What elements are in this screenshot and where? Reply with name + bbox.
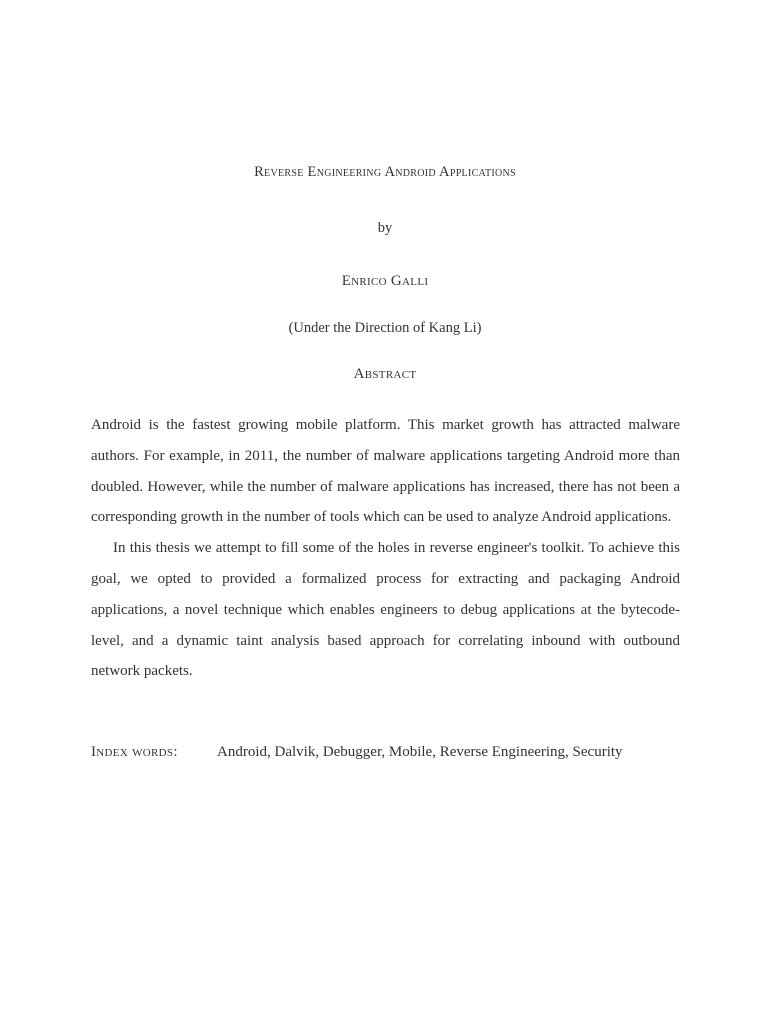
- index-words: [91, 744, 711, 761]
- abstract-paragraph-2: In this thesis we attempt to fill some of the holes in reverse engineer's toolkit. To achieve this goal, we opted to provided a formalized process for extracting and packaging Android applications, a novel technique which enables engineers to debug applications at the bytecode-level, and a dynamic taint analysis based approach for correlating inbound with outbound network packets.: [91, 540, 680, 680]
- by-line: by: [377, 220, 393, 236]
- abstract-paragraph-1: Android is the fastest growing mobile platform. This market growth has attracted malware authors. For example, in 2011, the number of malware applications targeting Android more than doubled. However, while the number of malware applications has increased, there has not been a corresponding growth in the number of tools which can be used to analyze Android applications.: [91, 417, 680, 526]
- index-words-value: Android, Dalvik, Debugger, Mobile, Reverse Engineering, Security: [217, 744, 623, 760]
- thesis-title: Reverse Engineering Android Applications: [254, 164, 516, 180]
- index-words-label: Index words:: [91, 744, 178, 760]
- abstract-heading: Abstract: [353, 366, 417, 382]
- author-name: Enrico Galli: [341, 273, 429, 289]
- advisor-line: (Under the Direction of Kang Li): [288, 320, 482, 336]
- abstract-body: [91, 410, 680, 687]
